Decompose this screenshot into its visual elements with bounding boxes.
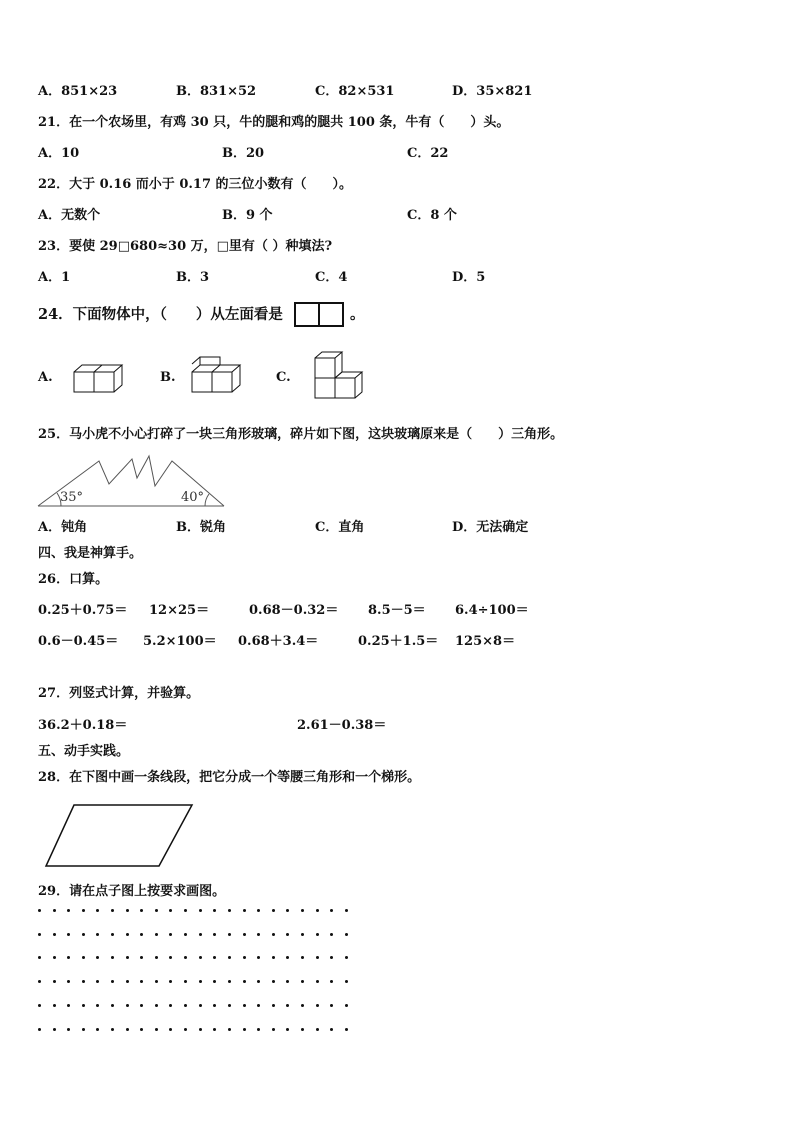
grid-dot <box>286 909 289 912</box>
q21-option-b: B．20 <box>222 146 265 161</box>
grid-dot <box>330 1028 333 1031</box>
grid-dot <box>316 933 319 936</box>
q23-option-c: C．4 <box>315 270 348 285</box>
q24-question: 24．下面物体中，（ ）从左面看是 <box>38 306 283 323</box>
grid-dot <box>286 980 289 983</box>
grid-dot <box>111 956 114 959</box>
grid-dot <box>38 1004 41 1007</box>
grid-dot <box>257 980 260 983</box>
grid-dot <box>286 1004 289 1007</box>
q20-option-b: B．831×52 <box>176 84 257 99</box>
section-4-heading: 四、我是神算手。 <box>38 546 143 561</box>
grid-dot <box>213 1004 216 1007</box>
grid-dot <box>257 933 260 936</box>
grid-dot <box>199 980 202 983</box>
dot-row <box>38 933 348 939</box>
grid-dot <box>82 1028 85 1031</box>
grid-dot <box>67 1028 70 1031</box>
grid-dot <box>53 956 56 959</box>
grid-dot <box>111 1028 114 1031</box>
grid-dot <box>228 1028 231 1031</box>
grid-dot <box>169 933 172 936</box>
grid-dot <box>330 956 333 959</box>
q28-title: 28．在下图中画一条线段，把它分成一个等腰三角形和一个梯形。 <box>38 770 421 785</box>
grid-dot <box>155 956 158 959</box>
grid-dot <box>67 956 70 959</box>
grid-dot <box>82 956 85 959</box>
grid-dot <box>38 980 41 983</box>
grid-dot <box>345 1004 348 1007</box>
q22-question: 22．大于 0.16 而小于 0.17 的三位小数有（ ）。 <box>38 177 353 192</box>
q26-row1-item-1: 0.25＋0.75＝ <box>38 603 128 618</box>
q25-angle-left-label: 35° <box>60 490 84 505</box>
grid-dot <box>140 933 143 936</box>
grid-dot <box>330 909 333 912</box>
grid-dot <box>184 1028 187 1031</box>
q26-row2-item-1: 0.6－0.45＝ <box>38 634 119 649</box>
grid-dot <box>272 956 275 959</box>
grid-dot <box>38 933 41 936</box>
grid-dot <box>257 909 260 912</box>
grid-dot <box>316 909 319 912</box>
grid-dot <box>345 1028 348 1031</box>
grid-dot <box>199 933 202 936</box>
grid-dot <box>257 1028 260 1031</box>
grid-dot <box>111 909 114 912</box>
grid-dot <box>111 1004 114 1007</box>
grid-dot <box>316 980 319 983</box>
grid-dot <box>67 1004 70 1007</box>
grid-dot <box>228 1004 231 1007</box>
grid-dot <box>96 1028 99 1031</box>
q20-option-c: C．82×531 <box>315 84 395 99</box>
grid-dot <box>272 980 275 983</box>
grid-dot <box>155 1004 158 1007</box>
grid-dot <box>257 1004 260 1007</box>
grid-dot <box>126 1028 129 1031</box>
q22-option-a: A．无数个 <box>38 208 101 223</box>
q24-cube-figure-a <box>72 362 132 398</box>
grid-dot <box>96 909 99 912</box>
grid-dot <box>243 1004 246 1007</box>
grid-dot <box>316 956 319 959</box>
grid-dot <box>213 956 216 959</box>
grid-dot <box>330 1004 333 1007</box>
grid-dot <box>111 980 114 983</box>
grid-dot <box>199 1004 202 1007</box>
grid-dot <box>38 956 41 959</box>
grid-dot <box>330 933 333 936</box>
q25-option-b: B．锐角 <box>176 520 226 535</box>
q24-question-end: 。 <box>350 306 365 323</box>
grid-dot <box>228 956 231 959</box>
grid-dot <box>272 1004 275 1007</box>
grid-dot <box>67 980 70 983</box>
grid-dot <box>96 980 99 983</box>
grid-dot <box>184 1004 187 1007</box>
q23-question: 23．要使 29□680≈30 万，□里有（ ）种填法? <box>38 239 333 254</box>
grid-dot <box>228 933 231 936</box>
grid-dot <box>243 909 246 912</box>
grid-dot <box>301 909 304 912</box>
grid-dot <box>228 909 231 912</box>
q25-option-c: C．直角 <box>315 520 365 535</box>
q23-option-a: A．1 <box>38 270 71 285</box>
grid-dot <box>301 1004 304 1007</box>
grid-dot <box>126 980 129 983</box>
q24-cube-figure-b <box>190 356 250 398</box>
grid-dot <box>345 909 348 912</box>
grid-dot <box>272 909 275 912</box>
q20-option-a: A．851×23 <box>38 84 118 99</box>
q27-item-1: 36.2＋0.18＝ <box>38 718 128 733</box>
grid-dot <box>199 1028 202 1031</box>
dot-row <box>38 909 348 915</box>
grid-dot <box>53 1004 56 1007</box>
grid-dot <box>213 933 216 936</box>
q25-option-d: D．无法确定 <box>452 520 529 535</box>
grid-dot <box>82 1004 85 1007</box>
grid-dot <box>213 1028 216 1031</box>
grid-dot <box>53 909 56 912</box>
grid-dot <box>140 956 143 959</box>
grid-dot <box>169 1004 172 1007</box>
q26-row2-item-2: 5.2×100＝ <box>143 634 217 649</box>
q29-title: 29．请在点子图上按要求画图。 <box>38 884 226 899</box>
q20-option-d: D．35×821 <box>452 84 533 99</box>
grid-dot <box>213 980 216 983</box>
q26-row2-item-5: 125×8＝ <box>455 634 516 649</box>
grid-dot <box>169 909 172 912</box>
q27-title: 27．列竖式计算，并验算。 <box>38 686 200 701</box>
q23-option-d: D．5 <box>452 270 486 285</box>
q26-row2-item-3: 0.68＋3.4＝ <box>238 634 319 649</box>
grid-dot <box>199 909 202 912</box>
q24-left-view-figure <box>294 302 344 328</box>
q21-option-c: C．22 <box>407 146 449 161</box>
q24-option-c: C. <box>276 370 291 385</box>
grid-dot <box>184 980 187 983</box>
grid-dot <box>111 933 114 936</box>
q24-option-a: A. <box>38 370 53 385</box>
grid-dot <box>126 933 129 936</box>
dot-row <box>38 956 348 962</box>
grid-dot <box>301 980 304 983</box>
grid-dot <box>286 956 289 959</box>
grid-dot <box>53 980 56 983</box>
grid-dot <box>155 1028 158 1031</box>
q26-row1-item-3: 0.68－0.32＝ <box>249 603 339 618</box>
grid-dot <box>140 909 143 912</box>
q22-option-b: B．9 个 <box>222 208 273 223</box>
section-5-heading: 五、动手实践。 <box>38 744 130 759</box>
grid-dot <box>243 956 246 959</box>
grid-dot <box>272 933 275 936</box>
q26-row1-item-2: 12×25＝ <box>149 603 210 618</box>
grid-dot <box>140 1004 143 1007</box>
grid-dot <box>272 1028 275 1031</box>
grid-dot <box>199 956 202 959</box>
grid-dot <box>140 1028 143 1031</box>
q28-parallelogram-figure <box>44 803 194 869</box>
q26-row1-item-4: 8.5－5＝ <box>368 603 426 618</box>
grid-dot <box>53 1028 56 1031</box>
grid-dot <box>126 1004 129 1007</box>
grid-dot <box>184 909 187 912</box>
grid-dot <box>316 1004 319 1007</box>
grid-dot <box>96 933 99 936</box>
grid-dot <box>301 933 304 936</box>
grid-dot <box>155 933 158 936</box>
grid-dot <box>330 980 333 983</box>
grid-dot <box>243 980 246 983</box>
grid-dot <box>345 956 348 959</box>
grid-dot <box>243 933 246 936</box>
grid-dot <box>67 909 70 912</box>
grid-dot <box>301 956 304 959</box>
dot-row <box>38 1004 348 1010</box>
grid-dot <box>96 956 99 959</box>
grid-dot <box>82 933 85 936</box>
grid-dot <box>38 909 41 912</box>
grid-dot <box>316 1028 319 1031</box>
q25-angle-right-label: 40° <box>181 490 205 505</box>
grid-dot <box>82 980 85 983</box>
q26-row1-item-5: 6.4÷100＝ <box>455 603 529 618</box>
q26-title: 26．口算。 <box>38 572 109 587</box>
grid-dot <box>345 933 348 936</box>
q25-question: 25．马小虎不小心打碎了一块三角形玻璃，碎片如下图，这块玻璃原来是（ ）三角形。 <box>38 427 564 442</box>
grid-dot <box>67 933 70 936</box>
grid-dot <box>169 956 172 959</box>
grid-dot <box>286 1028 289 1031</box>
grid-dot <box>53 933 56 936</box>
q24-option-b: B. <box>160 370 176 385</box>
q27-item-2: 2.61－0.38＝ <box>297 718 387 733</box>
q21-option-a: A．10 <box>38 146 80 161</box>
grid-dot <box>286 933 289 936</box>
q22-option-c: C．8 个 <box>407 208 457 223</box>
grid-dot <box>228 980 231 983</box>
q24-cube-figure-c <box>313 350 365 400</box>
grid-dot <box>96 1004 99 1007</box>
grid-dot <box>126 909 129 912</box>
grid-dot <box>243 1028 246 1031</box>
grid-dot <box>184 933 187 936</box>
q23-option-b: B．3 <box>176 270 210 285</box>
grid-dot <box>38 1028 41 1031</box>
grid-dot <box>169 1028 172 1031</box>
grid-dot <box>169 980 172 983</box>
grid-dot <box>301 1028 304 1031</box>
grid-dot <box>345 980 348 983</box>
grid-dot <box>82 909 85 912</box>
dot-row <box>38 980 348 986</box>
grid-dot <box>155 980 158 983</box>
grid-dot <box>140 980 143 983</box>
dot-row <box>38 1028 348 1034</box>
grid-dot <box>155 909 158 912</box>
grid-dot <box>184 956 187 959</box>
q25-option-a: A．钝角 <box>38 520 88 535</box>
grid-dot <box>213 909 216 912</box>
grid-dot <box>257 956 260 959</box>
grid-dot <box>126 956 129 959</box>
q26-row2-item-4: 0.25＋1.5＝ <box>358 634 439 649</box>
q21-question: 21．在一个农场里，有鸡 30 只，牛的腿和鸡的腿共 100 条，牛有（ ）头。 <box>38 115 510 130</box>
